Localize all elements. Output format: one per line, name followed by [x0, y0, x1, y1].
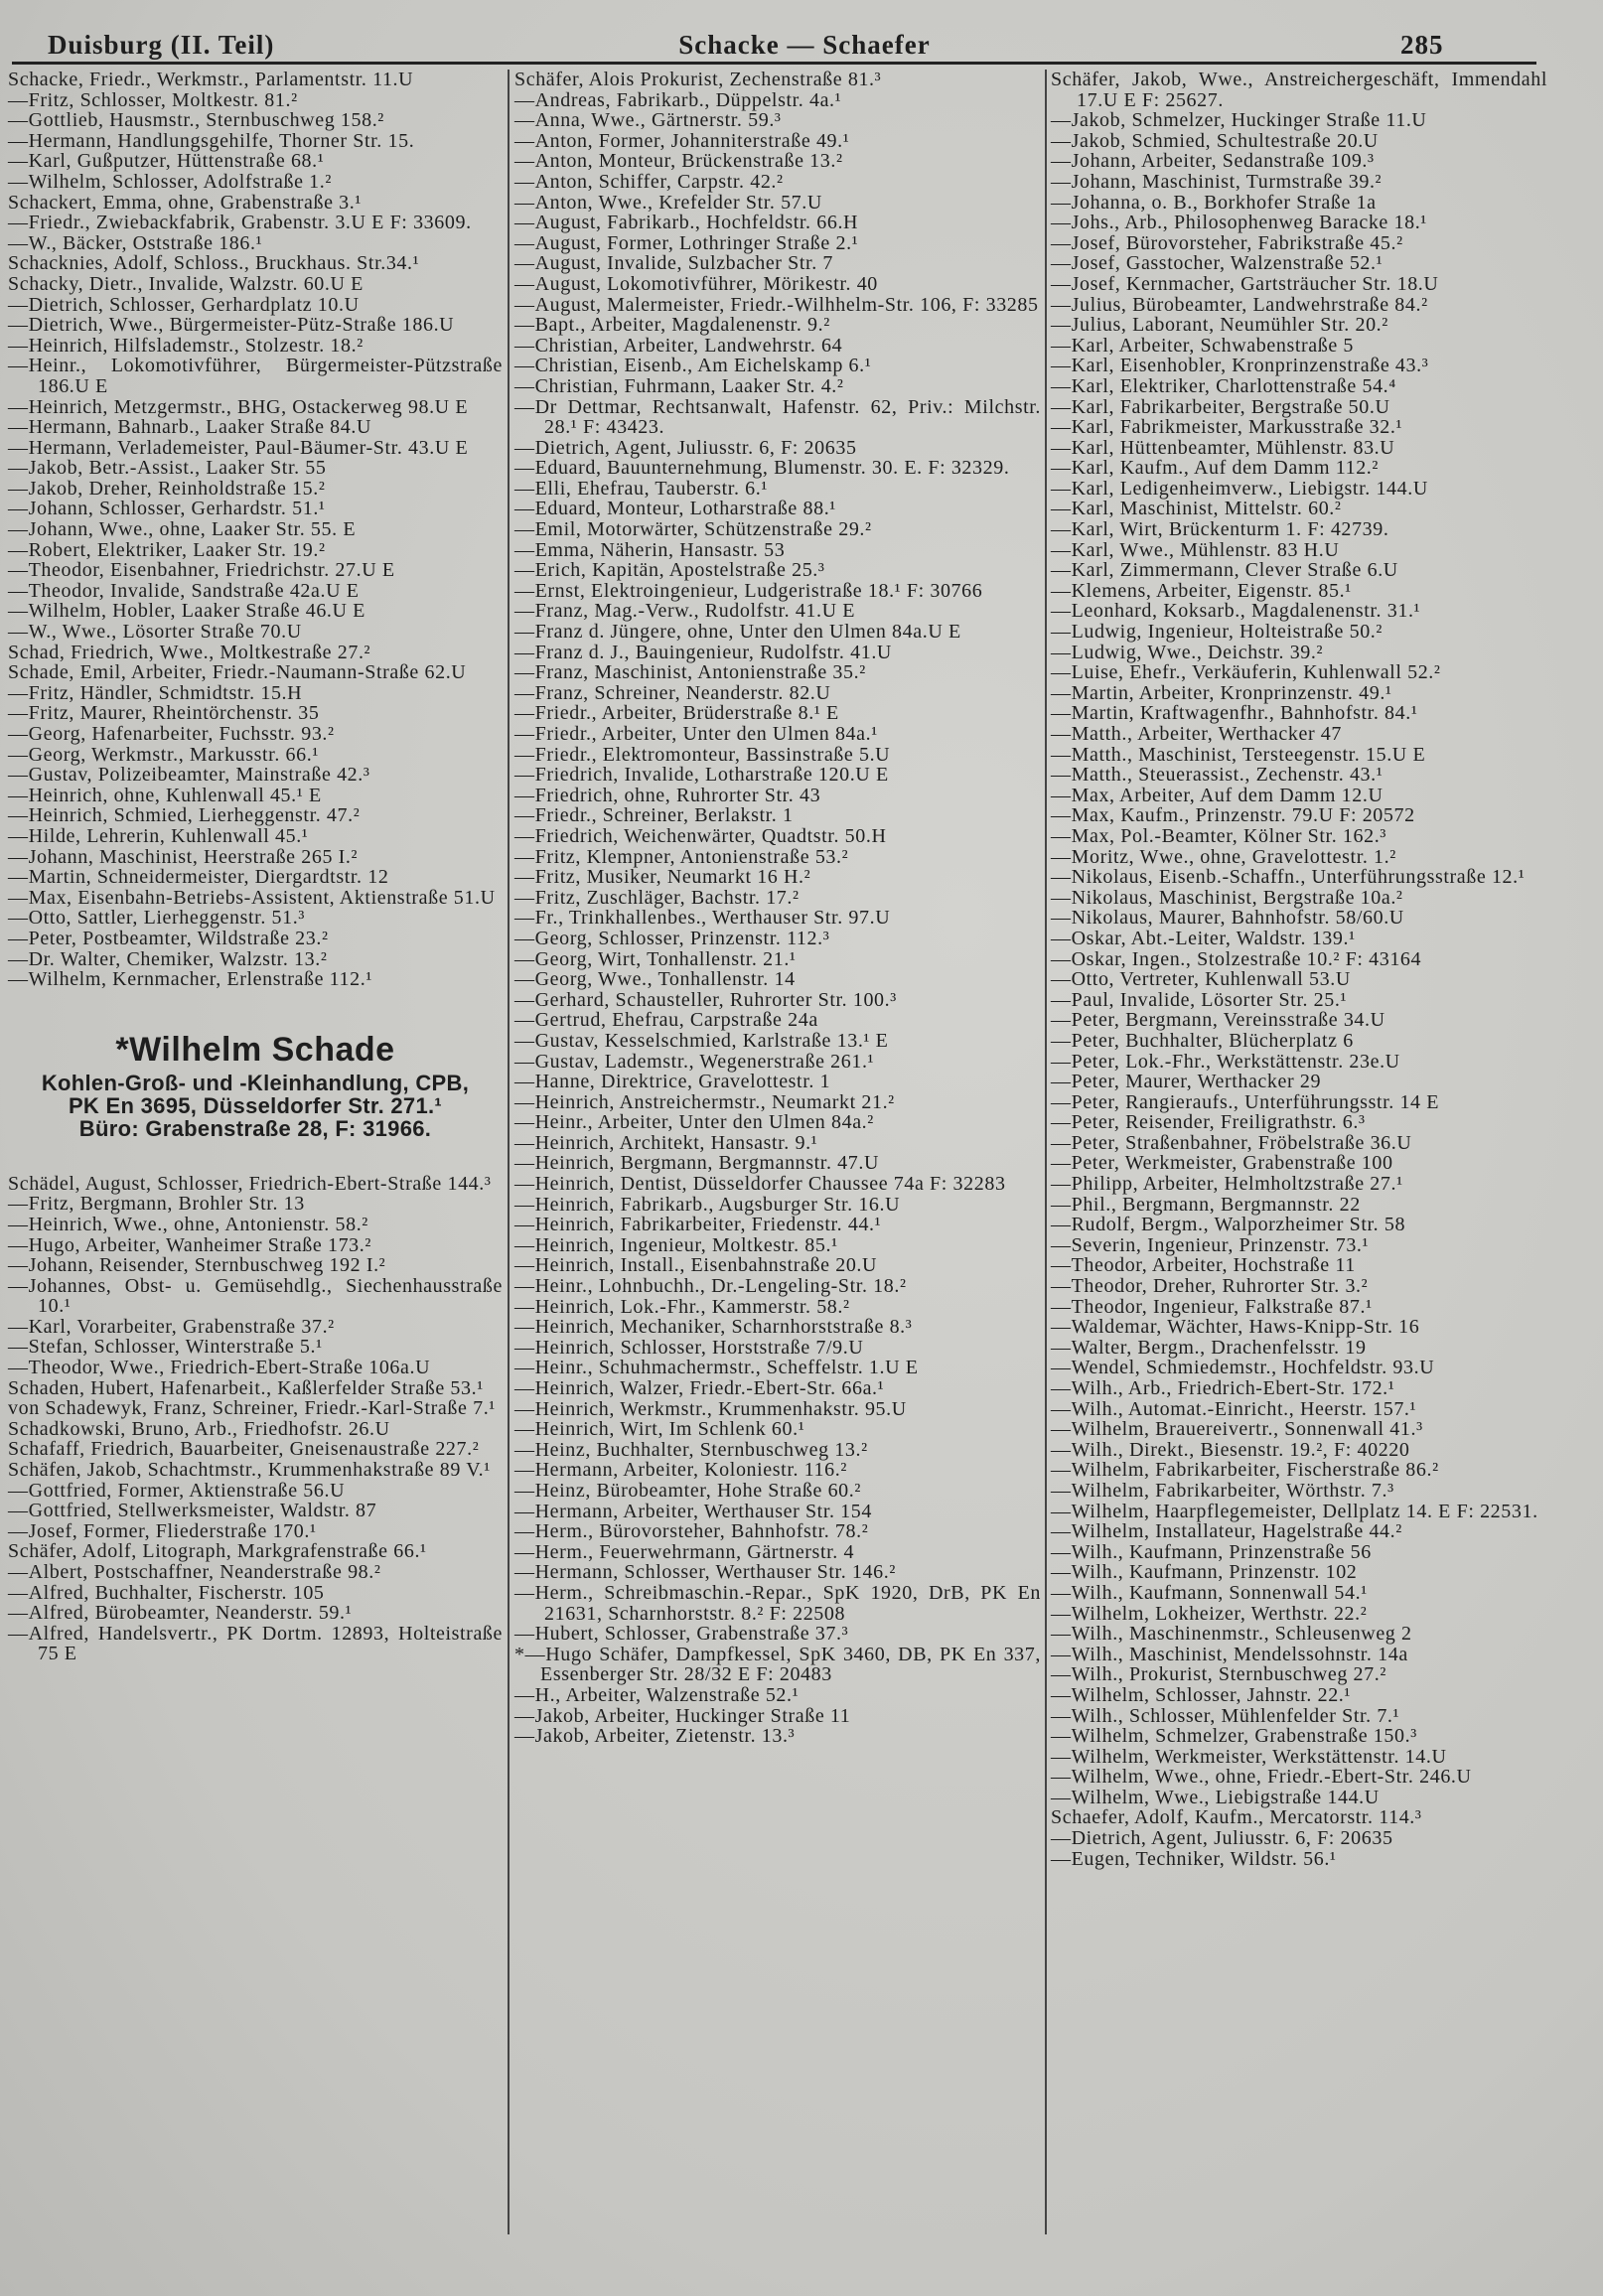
- directory-entry: —Rudolf, Bergm., Walporzheimer Str. 58: [1051, 1214, 1406, 1236]
- directory-entry: Schäfer, Alois Prokurist, Zechenstraße 81.³: [514, 69, 882, 90]
- directory-entry: —Alfred, Handelsvertr., PK Dortm. 12893, Holteistraße 75 E: [8, 1622, 503, 1665]
- directory-entry: —Jakob, Arbeiter, Huckinger Straße 11: [514, 1704, 851, 1727]
- directory-entry: —Walter, Bergm., Drachenfelsstr. 19: [1051, 1336, 1367, 1359]
- directory-entry: —Gottfried, Former, Aktienstraße 56.U: [8, 1479, 346, 1502]
- ad-line: PK En 3695, Düsseldorfer Str. 271.¹: [68, 1092, 443, 1118]
- directory-entry: —Georg, Wirt, Tonhallenstr. 21.¹: [514, 947, 797, 970]
- directory-entry: —Peter, Lok.-Fhr., Werkstättenstr. 23e.U: [1051, 1050, 1400, 1073]
- directory-entry: —Karl, Gußputzer, Hüttenstraße 68.¹: [8, 150, 325, 173]
- ad-line: Kohlen-Groß- und -Kleinhandlung, CPB,: [41, 1070, 470, 1095]
- directory-entry: —Christian, Arbeiter, Landwehrstr. 64: [514, 334, 843, 357]
- directory-entry: —Klemens, Arbeiter, Eigenstr. 85.¹: [1051, 579, 1352, 602]
- directory-entry: —Peter, Maurer, Werthacker 29: [1051, 1071, 1322, 1093]
- directory-entry: —Johann, Maschinist, Heerstraße 265 I.²: [8, 845, 359, 868]
- directory-entry: —Fritz, Schlosser, Moltkestr. 81.²: [8, 88, 298, 111]
- directory-entry: —Heinrich, Schmied, Lierheggenstr. 47.²: [8, 804, 361, 827]
- directory-entry: —Eduard, Monteur, Lotharstraße 88.¹: [514, 498, 836, 520]
- directory-entry: —Karl, Kaufm., Auf dem Damm 112.²: [1051, 457, 1379, 480]
- directory-entry: —Oskar, Abt.-Leiter, Waldstr. 139.¹: [1051, 927, 1356, 949]
- directory-entry: —Fritz, Bergmann, Brohler Str. 13: [8, 1193, 305, 1216]
- directory-entry: —Wilh., Maschinist, Mendelssohnstr. 14a: [1051, 1643, 1408, 1665]
- directory-entry: —Heinrich, Anstreichermstr., Neumarkt 21.²: [514, 1090, 895, 1113]
- directory-entry: —Gustav, Polizeibeamter, Mainstraße 42.³: [8, 764, 370, 787]
- directory-entry: —Ludwig, Wwe., Deichstr. 39.²: [1051, 641, 1324, 663]
- directory-entry: —Friedrich, Weichenwärter, Quadtstr. 50.H: [514, 824, 887, 847]
- directory-entry: —Hermann, Handlungsgehilfe, Thorner Str. 15.: [8, 129, 415, 152]
- directory-entry: —Johann, Wwe., ohne, Laaker Str. 55. E: [8, 518, 357, 541]
- directory-entry: —Heinz, Buchhalter, Sternbuschweg 13.²: [514, 1438, 868, 1461]
- directory-entry: —Herm., Feuerwehrmann, Gärtnerstr. 4: [514, 1540, 855, 1563]
- directory-entry: —Heinrich, Ingenieur, Moltkestr. 85.¹: [514, 1233, 838, 1256]
- directory-entry: —Peter, Reisender, Freiligrathstr. 6.³: [1051, 1111, 1366, 1134]
- directory-entry: —Fritz, Zuschläger, Bachstr. 17.²: [514, 886, 800, 909]
- directory-entry: —Wilhelm, Wwe., ohne, Friedr.-Ebert-Str. 246.U: [1051, 1766, 1472, 1789]
- directory-entry: —Josef, Kernmacher, Gartsträucher Str. 18.U: [1051, 272, 1439, 295]
- directory-entry: Schadkowski, Bruno, Arb., Friedhofstr. 26.U: [8, 1417, 390, 1440]
- directory-entry: —Heinrich, Fabrikarb., Augsburger Str. 16.U: [514, 1193, 901, 1216]
- directory-entry: —Wilhelm, Lokheizer, Werthstr. 22.²: [1051, 1602, 1368, 1625]
- directory-entry: —Heinrich, Bergmann, Bergmannstr. 47.U: [514, 1152, 880, 1175]
- directory-entry: —Matth., Steuerassist., Zechenstr. 43.¹: [1051, 764, 1384, 787]
- directory-entry: —Jakob, Schmelzer, Huckinger Straße 11.U: [1051, 109, 1427, 132]
- directory-entry: —Phil., Bergmann, Bergmannstr. 22: [1051, 1193, 1361, 1216]
- directory-entry: —Emil, Motorwärter, Schützenstraße 29.²: [514, 518, 872, 541]
- directory-entry: —Christian, Fuhrmann, Laaker Str. 4.²: [514, 374, 844, 397]
- running-head-range: Schacke — Schaefer: [678, 30, 931, 60]
- directory-entry: —August, Lokomotivführer, Mörikestr. 40: [514, 272, 878, 295]
- directory-entry: —Heinrich, Fabrikarbeiter, Friedenstr. 44.¹: [514, 1214, 882, 1236]
- directory-entry: —Karl, Hüttenbeamter, Mühlenstr. 83.U: [1051, 436, 1395, 459]
- directory-entry: —Hugo, Arbeiter, Wanheimer Straße 173.²: [8, 1233, 371, 1256]
- directory-entry: —Hermann, Arbeiter, Koloniestr. 116.²: [514, 1459, 847, 1482]
- directory-entry: —Heinrich, Install., Eisenbahnstraße 20.U: [514, 1254, 878, 1277]
- directory-entry: —Josef, Former, Fliederstraße 170.¹: [8, 1519, 317, 1542]
- directory-entry: —Peter, Buchhalter, Blücherplatz 6: [1051, 1029, 1354, 1052]
- directory-entry: —Ludwig, Ingenieur, Holteistraße 50.²: [1051, 621, 1383, 644]
- directory-entry: von Schadewyk, Franz, Schreiner, Friedr.-Karl-Straße 7.¹: [8, 1397, 496, 1420]
- directory-entry: —Philipp, Arbeiter, Helmholtzstraße 27.¹: [1051, 1173, 1403, 1196]
- directory-entry: —Franz, Mag.-Verw., Rudolfstr. 41.U E: [514, 600, 856, 623]
- directory-entry: —Johanna, o. B., Borkhofer Straße 1a: [1051, 191, 1377, 214]
- directory-entry: —Karl, Wwe., Mühlenstr. 83 H.U: [1051, 538, 1340, 561]
- column-2: [514, 70, 1041, 1747]
- directory-entry: —Martin, Schneidermeister, Diergardtstr. 12: [8, 866, 389, 889]
- directory-entry: —Wilh., Maschinenmstr., Schleusenweg 2: [1051, 1623, 1412, 1646]
- directory-entry: —Heinrich, Hilfslademstr., Stolzestr. 18.²: [8, 334, 364, 357]
- directory-entry: —Johann, Schlosser, Gerhardstr. 51.¹: [8, 498, 326, 520]
- directory-entry: —Fritz, Händler, Schmidtstr. 15.H: [8, 681, 303, 704]
- directory-entry: —Waldemar, Wächter, Haws-Knipp-Str. 16: [1051, 1316, 1420, 1339]
- directory-entry: —Friedrich, ohne, Ruhrorter Str. 43: [514, 784, 821, 806]
- ad-title: *Wilhelm Schade: [115, 1030, 395, 1069]
- directory-entry: —Georg, Hafenarbeiter, Fuchsstr. 93.²: [8, 723, 335, 745]
- directory-entry: —Martin, Kraftwagenfhr., Bahnhofstr. 84.¹: [1051, 702, 1418, 725]
- directory-entry: —Theodor, Wwe., Friedrich-Ebert-Straße 106a.U: [8, 1357, 431, 1379]
- directory-entry: —Albert, Postschaffner, Neanderstraße 98.²: [8, 1561, 381, 1583]
- directory-entry: *—Hugo Schäfer, Dampfkessel, SpK 3460, DB, PK En 337, Essenberger Str. 28/32 E F: 20483: [514, 1643, 1041, 1686]
- directory-entry: —Matth., Arbeiter, Werthacker 47: [1051, 723, 1342, 745]
- directory-entry: —Otto, Vertreter, Kuhlenwall 53.U: [1051, 968, 1351, 991]
- directory-entry: —Karl, Maschinist, Mittelstr. 60.²: [1051, 498, 1342, 520]
- directory-entry: —Nikolaus, Maschinist, Bergstraße 10a.²: [1051, 886, 1403, 909]
- directory-entry: —Karl, Zimmermann, Clever Straße 6.U: [1051, 559, 1398, 582]
- directory-entry: —Heinz, Bürobeamter, Hohe Straße 60.²: [514, 1479, 861, 1502]
- directory-entry: —Heinrich, Dentist, Düsseldorfer Chaussee 74a F: 32283: [514, 1173, 1006, 1196]
- directory-entry: —Hermann, Schlosser, Werthauser Str. 146.²: [514, 1561, 896, 1584]
- directory-entry: —Hanne, Direktrice, Gravelottestr. 1: [514, 1071, 831, 1093]
- directory-entry: —Wilh., Kaufmann, Sonnenwall 54.¹: [1051, 1581, 1368, 1604]
- directory-entry: —Bapt., Arbeiter, Magdalenenstr. 9.²: [514, 314, 830, 337]
- directory-entry: Schackert, Emma, ohne, Grabenstraße 3.¹: [8, 191, 362, 214]
- directory-entry: Schacke, Friedr., Werkmstr., Parlamentstr. 11.U: [8, 69, 414, 90]
- directory-entry: —Paul, Invalide, Lösorter Str. 25.¹: [1051, 988, 1348, 1011]
- column-1: [8, 70, 503, 1664]
- directory-entry: —Wilh., Arb., Friedrich-Ebert-Str. 172.¹: [1051, 1377, 1395, 1399]
- directory-entry: —Wilhelm, Installateur, Hagelstraße 44.²: [1051, 1520, 1402, 1543]
- directory-entry: —Josef, Gasstocher, Walzenstraße 52.¹: [1051, 252, 1384, 275]
- directory-entry: Schäfen, Jakob, Schachtmstr., Krummenhakstraße 89 V.¹: [8, 1459, 491, 1482]
- directory-entry: —Dietrich, Wwe., Bürgermeister-Pütz-Straße 186.U: [8, 314, 455, 337]
- directory-entry: —Peter, Postbeamter, Wildstraße 23.²: [8, 927, 329, 949]
- directory-entry: —Gustav, Kesselschmied, Karlstraße 13.¹ E: [514, 1029, 889, 1052]
- directory-entry: —Herm., Schreibmaschin.-Repar., SpK 1920, DrB, PK En 21631, Scharnhorststr. 8.² F: 22508: [514, 1581, 1041, 1625]
- directory-entry: —Heinr., Arbeiter, Unter den Ulmen 84a.²: [514, 1111, 874, 1134]
- page-number: 285: [1400, 30, 1444, 60]
- directory-entry: —Eugen, Techniker, Wildstr. 56.¹: [1051, 1847, 1337, 1870]
- directory-entry: —Luise, Ehefr., Verkäuferin, Kuhlenwall 52.²: [1051, 661, 1441, 684]
- directory-entry: —Wilhelm, Schlosser, Adolfstraße 1.²: [8, 170, 332, 193]
- directory-entry: —Erich, Kapitän, Apostelstraße 25.³: [514, 559, 825, 582]
- directory-entry: —Wilh., Kaufmann, Prinzenstr. 102: [1051, 1561, 1358, 1584]
- directory-entry: —Anton, Monteur, Brückenstraße 13.²: [514, 150, 843, 173]
- directory-entry: Schad, Friedrich, Wwe., Moltkestraße 27.²: [8, 641, 371, 663]
- directory-entry: —Otto, Sattler, Lierheggenstr. 51.³: [8, 907, 305, 930]
- directory-entry: —Wilhelm, Haarpflegemeister, Dellplatz 14. E F: 22531.: [1051, 1500, 1538, 1522]
- entry-list: [8, 1174, 503, 1664]
- directory-entry: —Hermann, Bahnarb., Laaker Straße 84.U: [8, 416, 372, 439]
- directory-entry: —Heinrich, Architekt, Hansastr. 9.¹: [514, 1131, 818, 1154]
- directory-entry: —Stefan, Schlosser, Winterstraße 5.¹: [8, 1336, 323, 1359]
- directory-entry: —Wilh., Kaufmann, Prinzenstraße 56: [1051, 1540, 1372, 1563]
- directory-entry: —Herm., Bürovorsteher, Bahnhofstr. 78.²: [514, 1520, 869, 1543]
- directory-entry: —W., Wwe., Lösorter Straße 70.U: [8, 621, 302, 644]
- directory-entry: —Dietrich, Agent, Juliusstr. 6, F: 20635: [514, 436, 857, 459]
- directory-entry: —Max, Eisenbahn-Betriebs-Assistent, Aktienstraße 51.U: [8, 886, 496, 909]
- directory-entry: —Heinrich, Wwe., ohne, Antonienstr. 58.²: [8, 1213, 368, 1235]
- directory-entry: —Gerhard, Schausteller, Ruhrorter Str. 100.³: [514, 988, 897, 1011]
- directory-entry: —Friedr., Arbeiter, Unter den Ulmen 84a.¹: [514, 723, 878, 745]
- directory-entry: —Wilhelm, Hobler, Laaker Straße 46.U E: [8, 600, 365, 623]
- directory-entry: —Heinr., Schuhmachermstr., Scheffelstr. 1.U E: [514, 1357, 919, 1379]
- directory-entry: —Hubert, Schlosser, Grabenstraße 37.³: [514, 1623, 849, 1646]
- directory-entry: —Friedr., Arbeiter, Brüderstraße 8.¹ E: [514, 702, 839, 725]
- directory-entry: Schade, Emil, Arbeiter, Friedr.-Naumann-Straße 62.U: [8, 661, 467, 684]
- directory-entry: —Dietrich, Agent, Juliusstr. 6, F: 20635: [1051, 1827, 1393, 1850]
- directory-entry: —Jakob, Arbeiter, Zietenstr. 13.³: [514, 1725, 796, 1748]
- column-3: [1051, 70, 1547, 1869]
- directory-entry: —Julius, Bürobeamter, Landwehrstraße 84.²: [1051, 293, 1428, 316]
- directory-entry: Schäfer, Jakob, Wwe., Anstreichergeschäft, Immendahl 17.U E F: 25627.: [1051, 69, 1547, 111]
- directory-entry: —Wilhelm, Brauereivertr., Sonnenwall 41.³: [1051, 1418, 1423, 1441]
- directory-entry: —Heinrich, ohne, Kuhlenwall 45.¹ E: [8, 784, 322, 806]
- directory-entry: —Wilhelm, Kernmacher, Erlenstraße 112.¹: [8, 968, 372, 991]
- directory-entry: —Heinr., Lohnbuchh., Dr.-Lengeling-Str. 18.²: [514, 1275, 907, 1298]
- directory-entry: —Alfred, Bürobeamter, Neanderstr. 59.¹: [8, 1602, 353, 1625]
- directory-entry: —Heinrich, Metzgermstr., BHG, Ostackerweg 98.U E: [8, 395, 469, 418]
- directory-entry: —Leonhard, Koksarb., Magdalenenstr. 31.¹: [1051, 600, 1421, 623]
- directory-entry: —Andreas, Fabrikarb., Düppelstr. 4a.¹: [514, 88, 842, 111]
- directory-entry: —Fritz, Klempner, Antonienstraße 53.²: [514, 845, 849, 868]
- directory-entry: —Nikolaus, Eisenb.-Schaffn., Unterführungsstraße 12.¹: [1051, 866, 1526, 889]
- directory-entry: —Karl, Arbeiter, Schwabenstraße 5: [1051, 334, 1355, 357]
- directory-entry: —Karl, Fabrikmeister, Markusstraße 32.¹: [1051, 416, 1403, 439]
- directory-entry: —Karl, Ledigenheimverw., Liebigstr. 144.U: [1051, 477, 1428, 500]
- directory-entry: —Wendel, Schmiedemstr., Hochfeldstr. 93.U: [1051, 1357, 1435, 1379]
- directory-entry: —Eduard, Bauunternehmung, Blumenstr. 30. E. F: 32329.: [514, 457, 1010, 480]
- directory-entry: —Alfred, Buchhalter, Fischerstr. 105: [8, 1581, 325, 1604]
- directory-entry: —Heinrich, Werkmstr., Krummenhakstr. 95.U: [514, 1397, 907, 1420]
- directory-entry: —Dr. Walter, Chemiker, Walzstr. 13.²: [8, 947, 328, 970]
- directory-entry: —Anton, Schiffer, Carpstr. 42.²: [514, 170, 784, 193]
- directory-entry: —Wilh., Automat.-Einricht., Heerstr. 157.¹: [1051, 1397, 1417, 1420]
- directory-entry: —Georg, Schlosser, Prinzenstr. 112.³: [514, 927, 830, 949]
- directory-entry: —Theodor, Invalide, Sandstraße 42a.U E: [8, 579, 360, 602]
- directory-entry: —Heinrich, Mechaniker, Scharnhorststraße 8.³: [514, 1316, 913, 1339]
- directory-entry: —Friedr., Schreiner, Berlakstr. 1: [514, 804, 794, 827]
- directory-entry: —Wilhelm, Schlosser, Jahnstr. 22.¹: [1051, 1683, 1351, 1706]
- directory-entry: —Franz, Maschinist, Antonienstraße 35.²: [514, 661, 866, 684]
- directory-entry: —Friedr., Elektromonteur, Bassinstraße 5.U: [514, 743, 891, 766]
- directory-entry: —Georg, Wwe., Tonhallenstr. 14: [514, 968, 796, 991]
- advertisement-wilhelm-schade: [8, 1028, 503, 1140]
- directory-entry: —Nikolaus, Maurer, Bahnhofstr. 58/60.U: [1051, 907, 1404, 930]
- directory-entry: —Wilhelm, Fabrikarbeiter, Wörthstr. 7.³: [1051, 1479, 1394, 1502]
- directory-entry: —Robert, Elektriker, Laaker Str. 19.²: [8, 538, 326, 561]
- directory-entry: —Johann, Maschinist, Turmstraße 39.²: [1051, 170, 1383, 193]
- directory-entry: —Heinrich, Lok.-Fhr., Kammerstr. 58.²: [514, 1295, 850, 1318]
- directory-entry: —Heinrich, Wirt, Im Schlenk 60.¹: [514, 1418, 805, 1441]
- directory-entry: —August, Former, Lothringer Straße 2.¹: [514, 231, 859, 254]
- directory-entry: —Peter, Bergmann, Vereinsstraße 34.U: [1051, 1009, 1385, 1032]
- directory-entry: Schäfer, Adolf, Litograph, Markgrafenstraße 66.¹: [8, 1540, 427, 1563]
- directory-entry: —Karl, Vorarbeiter, Grabenstraße 37.²: [8, 1315, 335, 1338]
- directory-entry: —Karl, Eisenhobler, Kronprinzenstraße 43.³: [1051, 355, 1429, 377]
- directory-entry: —Hermann, Verlademeister, Paul-Bäumer-Str. 43.U E: [8, 436, 469, 459]
- directory-entry: —Karl, Elektriker, Charlottenstraße 54.⁴: [1051, 374, 1396, 397]
- ad-line: Büro: Grabenstraße 28, F: 31966.: [78, 1115, 432, 1141]
- directory-entry: —Julius, Laborant, Neumühler Str. 20.²: [1051, 314, 1388, 337]
- directory-entry: —Wilhelm, Wwe., Liebigstraße 144.U: [1051, 1786, 1380, 1808]
- directory-entry: —W., Bäcker, Oststraße 186.¹: [8, 231, 263, 254]
- directory-entry: —Hermann, Arbeiter, Werthauser Str. 154: [514, 1500, 872, 1522]
- directory-entry: —Heinrich, Schlosser, Horststraße 7/9.U: [514, 1336, 864, 1359]
- directory-entry: —Moritz, Wwe., ohne, Gravelottestr. 1.²: [1051, 845, 1396, 868]
- directory-entry: —Anna, Wwe., Gärtnerstr. 59.³: [514, 109, 782, 132]
- directory-entry: —Dr Dettmar, Rechtsanwalt, Hafenstr. 62, Priv.: Milchstr. 28.¹ F: 43423.: [514, 395, 1041, 439]
- directory-entry: —Gertrud, Ehefrau, Carpstraße 24a: [514, 1009, 818, 1032]
- directory-entry: —Wilhelm, Werkmeister, Werkstättenstr. 14.U: [1051, 1745, 1447, 1768]
- directory-entry: —Friedrich, Invalide, Lotharstraße 120.U E: [514, 764, 889, 787]
- directory-entry: —Johs., Arb., Philosophenweg Baracke 18.¹: [1051, 212, 1427, 234]
- directory-entry: —Gottlieb, Hausmstr., Sternbuschweg 158.²: [8, 109, 384, 132]
- entry-list: [8, 70, 503, 990]
- directory-entry: Schafaff, Friedrich, Bauarbeiter, Gneisenaustraße 227.²: [8, 1438, 480, 1461]
- directory-entry: —Hilde, Lehrerin, Kuhlenwall 45.¹: [8, 824, 309, 847]
- directory-entry: —Franz d. J., Bauingenieur, Rudolfstr. 41.U: [514, 641, 892, 663]
- directory-entry: —Theodor, Dreher, Ruhrorter Str. 3.²: [1051, 1275, 1369, 1298]
- directory-entry: —August, Fabrikarb., Hochfeldstr. 66.H: [514, 212, 859, 234]
- directory-entry: —Severin, Ingenieur, Prinzenstr. 73.¹: [1051, 1233, 1370, 1256]
- directory-entry: —Dietrich, Schlosser, Gerhardplatz 10.U: [8, 293, 360, 316]
- directory-entry: —Jakob, Betr.-Assist., Laaker Str. 55: [8, 457, 327, 480]
- directory-entry: Schacknies, Adolf, Schloss., Bruckhaus. Str.34.¹: [8, 252, 420, 275]
- directory-entry: —Elli, Ehefrau, Tauberstr. 6.¹: [514, 477, 768, 500]
- directory-entry: —Johann, Reisender, Sternbuschweg 192 I.²: [8, 1254, 386, 1277]
- directory-entry: —Max, Arbeiter, Auf dem Damm 12.U: [1051, 784, 1384, 806]
- running-head-city: Duisburg (II. Teil): [48, 30, 275, 60]
- directory-entry: —Fr., Trinkhallenbes., Werthauser Str. 97.U: [514, 907, 891, 930]
- directory-entry: —Heinr., Lokomotivführer, Bürgermeister-Pützstraße 186.U E: [8, 355, 503, 397]
- directory-entry: —Peter, Straßenbahner, Fröbelstraße 36.U: [1051, 1131, 1412, 1154]
- directory-entry: —Friedr., Zwiebackfabrik, Grabenstr. 3.U E F: 33609.: [8, 212, 472, 234]
- directory-entry: —Oskar, Ingen., Stolzestraße 10.² F: 43164: [1051, 947, 1422, 970]
- directory-entry: —Franz d. Jüngere, ohne, Unter den Ulmen 84a.U E: [514, 621, 961, 644]
- directory-entry: —Ernst, Elektroingenieur, Ludgeristraße 18.¹ F: 30766: [514, 579, 983, 602]
- directory-entry: —August, Malermeister, Friedr.-Wilhhelm-Str. 106, F: 33285: [514, 293, 1039, 316]
- directory-entry: —Max, Pol.-Beamter, Kölner Str. 162.³: [1051, 824, 1386, 847]
- directory-entry: Schaden, Hubert, Hafenarbeit., Kaßlerfelder Straße 53.¹: [8, 1376, 484, 1399]
- directory-entry: —Josef, Bürovorsteher, Fabrikstraße 45.²: [1051, 231, 1403, 254]
- directory-entry: —Heinrich, Walzer, Friedr.-Ebert-Str. 66a.¹: [514, 1377, 885, 1399]
- directory-entry: —Johannes, Obst- u. Gemüsehdlg., Siechenhausstraße 10.¹: [8, 1274, 503, 1318]
- directory-entry: —Wilhelm, Fabrikarbeiter, Fischerstraße 86.²: [1051, 1459, 1439, 1482]
- directory-entry: —H., Arbeiter, Walzenstraße 52.¹: [514, 1683, 800, 1706]
- directory-entry: —Anton, Wwe., Krefelder Str. 57.U: [514, 191, 822, 214]
- directory-entry: —Wilh., Prokurist, Sternbuschweg 27.²: [1051, 1663, 1386, 1686]
- directory-entry: —Karl, Fabrikarbeiter, Bergstraße 50.U: [1051, 395, 1390, 418]
- directory-entry: —Christian, Eisenb., Am Eichelskamp 6.¹: [514, 355, 872, 377]
- directory-entry: —Wilhelm, Schmelzer, Grabenstraße 150.³: [1051, 1725, 1417, 1748]
- directory-entry: —Georg, Werkmstr., Markusstr. 66.¹: [8, 743, 319, 766]
- directory-entry: —August, Invalide, Sulzbacher Str. 7: [514, 252, 833, 275]
- directory-entry: —Gottfried, Stellwerksmeister, Waldstr. 87: [8, 1500, 377, 1522]
- directory-entry: —Johann, Arbeiter, Sedanstraße 109.³: [1051, 150, 1375, 173]
- directory-entry: —Franz, Schreiner, Neanderstr. 82.U: [514, 681, 831, 704]
- directory-entry: —Peter, Rangieraufs., Unterführungsstr. 14 E: [1051, 1090, 1440, 1113]
- directory-entry: —Theodor, Arbeiter, Hochstraße 11: [1051, 1254, 1356, 1277]
- directory-entry: —Fritz, Maurer, Rheintörchenstr. 35: [8, 702, 320, 725]
- directory-entry: —Wilh., Schlosser, Mühlenfelder Str. 7.¹: [1051, 1704, 1400, 1727]
- directory-entry: —Matth., Maschinist, Tersteegenstr. 15.U E: [1051, 743, 1426, 766]
- directory-entry: —Fritz, Musiker, Neumarkt 16 H.²: [514, 866, 811, 889]
- directory-entry: —Anton, Former, Johanniterstraße 49.¹: [514, 129, 850, 152]
- directory-entry: —Theodor, Ingenieur, Falkstraße 87.¹: [1051, 1295, 1373, 1318]
- directory-entry: —Peter, Werkmeister, Grabenstraße 100: [1051, 1152, 1393, 1175]
- directory-entry: —Wilh., Direkt., Biesenstr. 19.², F: 40220: [1051, 1438, 1410, 1461]
- directory-entry: —Jakob, Dreher, Reinholdstraße 15.²: [8, 477, 326, 500]
- directory-entry: —Karl, Wirt, Brückenturm 1. F: 42739.: [1051, 518, 1389, 541]
- directory-entry: —Jakob, Schmied, Schultestraße 20.U: [1051, 129, 1379, 152]
- directory-entry: —Gustav, Lademstr., Wegenerstraße 261.¹: [514, 1050, 875, 1073]
- column-divider: [1045, 70, 1047, 2234]
- directory-entry: Schacky, Dietr., Invalide, Walzstr. 60.U E: [8, 272, 364, 295]
- column-divider: [508, 70, 510, 2234]
- directory-entry: Schaefer, Adolf, Kaufm., Mercatorstr. 114.³: [1051, 1806, 1422, 1829]
- directory-entry: —Emma, Näherin, Hansastr. 53: [514, 538, 786, 561]
- directory-entry: —Theodor, Eisenbahner, Friedrichstr. 27.U E: [8, 559, 395, 582]
- directory-entry: —Max, Kaufm., Prinzenstr. 79.U F: 20572: [1051, 804, 1415, 827]
- directory-entry: —Martin, Arbeiter, Kronprinzenstr. 49.¹: [1051, 681, 1392, 704]
- directory-entry: Schädel, August, Schlosser, Friedrich-Ebert-Straße 144.³: [8, 1172, 492, 1195]
- header-rule: [12, 62, 1536, 65]
